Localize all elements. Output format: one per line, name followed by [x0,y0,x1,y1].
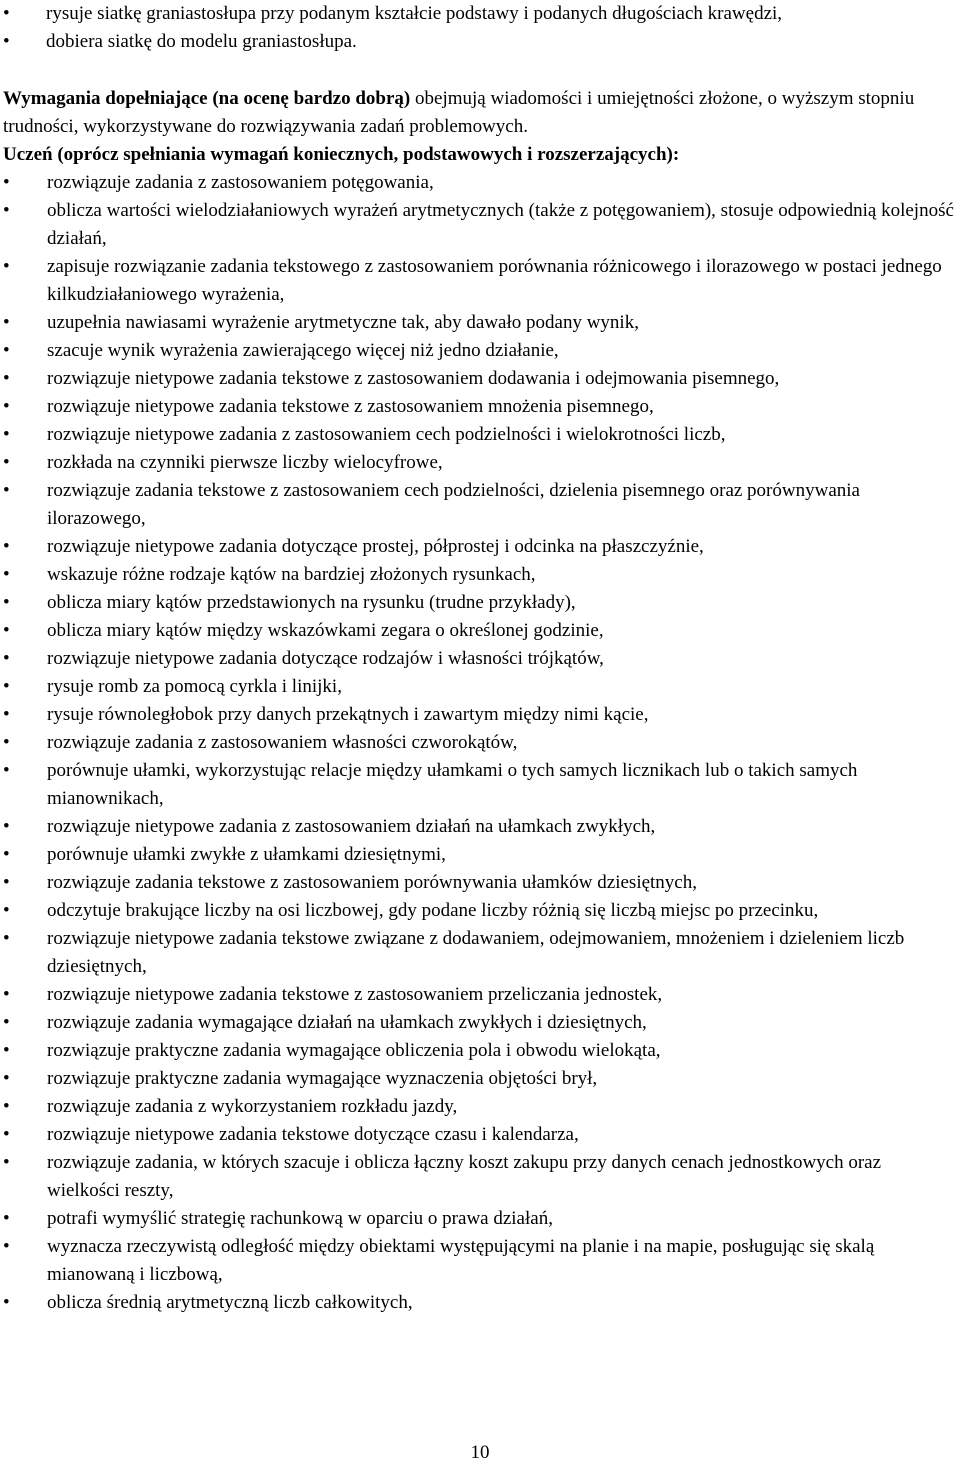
list-item: • rozwiązuje praktyczne zadania wymagające wyznaczenia objętości brył, [0,1065,960,1093]
list-item: • rozwiązuje nietypowe zadania tekstowe z zastosowaniem przeliczania jednostek, [0,981,960,1009]
list-item: • rysuje romb za pomocą cyrkla i linijki, [0,673,960,701]
list-item: • oblicza miary kątów między wskazówkami zegara o określonej godzinie, [0,617,960,645]
list-item: • zapisuje rozwiązanie zadania tekstowego z zastosowaniem porównania różnicowego i ilorazowego w postaci jednego kilkudziałaniowego wyrażenia, [0,253,960,309]
list-item: • szacuje wynik wyrażenia zawierającego więcej niż jedno działanie, [0,337,960,365]
list-item: • rozwiązuje nietypowe zadania tekstowe dotyczące czasu i kalendarza, [0,1121,960,1149]
page-number: 10 [470,1442,490,1463]
list-item: • rozwiązuje nietypowe zadania z zastosowaniem cech podzielności i wielokrotności liczb, [0,421,960,449]
list-item: • oblicza wartości wielodziałaniowych wyrażeń arytmetycznych (także z potęgowaniem), stosuje odpowiednią kolejność działań, [0,197,960,253]
list-item: • rozwiązuje zadania tekstowe z zastosowaniem cech podzielności, dzielenia pisemnego oraz porównywania ilorazowego, [0,477,960,533]
list-item: • rozwiązuje zadania z zastosowaniem potęgowania, [0,169,960,197]
intro-bold-text: Wymagania dopełniające (na ocenę bardzo dobrą) [3,88,411,109]
intro-paragraph [0,85,960,141]
list-item: • rozwiązuje nietypowe zadania z zastosowaniem działań na ułamkach zwykłych, [0,813,960,841]
list-item: • rozwiązuje nietypowe zadania tekstowe z zastosowaniem dodawania i odejmowania pisemnego, [0,365,960,393]
list-item: • rozwiązuje nietypowe zadania tekstowe z zastosowaniem mnożenia pisemnego, [0,393,960,421]
intro-text: obejmują wiadomości i umiejętności złożone, o wyższym stopniu trudności, wykorzystywane do rozwiązywania zadań problemowych. [3,88,915,137]
list-item: • oblicza miary kątów przedstawionych na rysunku (trudne przykłady), [0,589,960,617]
list-item: • uzupełnia nawiasami wyrażenie arytmetyczne tak, aby dawało podany wynik, [0,309,960,337]
list-item: • rozwiązuje zadania, w których szacuje i oblicza łączny koszt zakupu przy danych cenach jednostkowych oraz wielkości reszty, [0,1149,960,1205]
list-item: • rozwiązuje nietypowe zadania tekstowe związane z dodawaniem, odejmowaniem, mnożeniem i dzieleniem liczb dziesiętnych, [0,925,960,981]
list-item: • rozwiązuje nietypowe zadania dotyczące prostej, półprostej i odcinka na płaszczyźnie, [0,533,960,561]
student-heading: Uczeń (oprócz spełniania wymagań koniecznych, podstawowych i rozszerzających): [3,144,680,165]
list-item: • porównuje ułamki, wykorzystując relacje między ułamkami o tych samych licznikach lub o takich samych mianownikach, [0,757,960,813]
list-item: • rozwiązuje zadania tekstowe z zastosowaniem porównywania ułamków dziesiętnych, [0,869,960,897]
list-item: • rysuje siatkę graniastosłupa przy podanym kształcie podstawy i podanych długościach krawędzi, [0,0,960,28]
list-item: • rozwiązuje nietypowe zadania dotyczące rodzajów i własności trójkątów, [0,645,960,673]
list-item: • rozwiązuje zadania z zastosowaniem własności czworokątów, [0,729,960,757]
list-item: • rozkłada na czynniki pierwsze liczby wielocyfrowe, [0,449,960,477]
top-bullet-list [0,0,960,56]
list-item: • rozwiązuje praktyczne zadania wymagające obliczenia pola i obwodu wielokąta, [0,1037,960,1065]
list-item: • wskazuje różne rodzaje kątów na bardziej złożonych rysunkach, [0,561,960,589]
list-item: • wyznacza rzeczywistą odległość między obiektami występującymi na planie i na mapie, posługując się skalą mianowaną i liczbową, [0,1233,960,1289]
list-item: • dobiera siatkę do modelu graniastosłupa. [0,28,960,56]
list-item: • rozwiązuje zadania wymagające działań na ułamkach zwykłych i dziesiętnych, [0,1009,960,1037]
requirements-list [0,169,960,1317]
list-item: • odczytuje brakujące liczby na osi liczbowej, gdy podane liczby różnią się liczbą miejsc po przecinku, [0,897,960,925]
list-item: • rozwiązuje zadania z wykorzystaniem rozkładu jazdy, [0,1093,960,1121]
list-item: • porównuje ułamki zwykłe z ułamkami dziesiętnymi, [0,841,960,869]
list-item: • oblicza średnią arytmetyczną liczb całkowitych, [0,1289,960,1317]
list-item: • potrafi wymyślić strategię rachunkową w oparciu o prawa działań, [0,1205,960,1233]
list-item: • rysuje równoległobok przy danych przekątnych i zawartym między nimi kącie, [0,701,960,729]
